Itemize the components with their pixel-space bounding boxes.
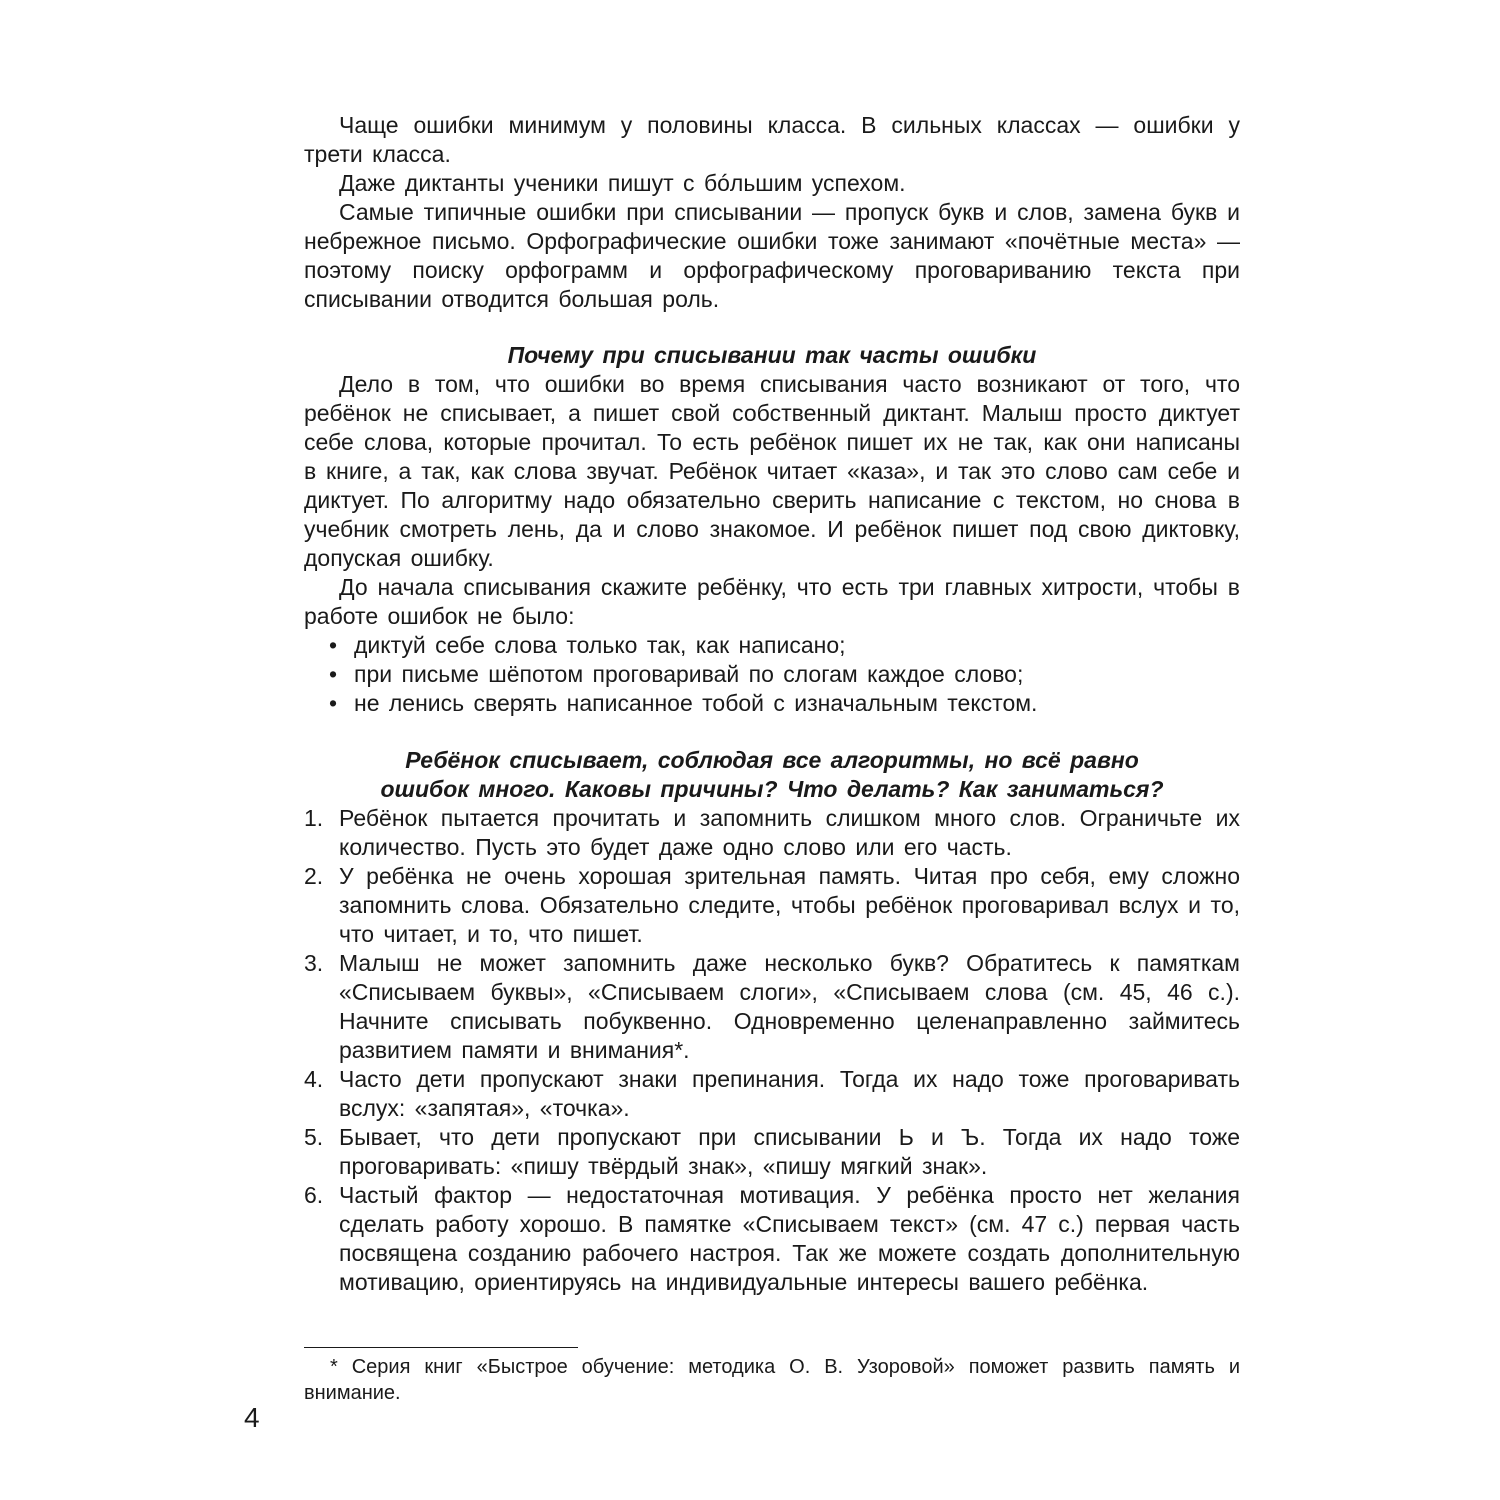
section2-heading (304, 746, 1240, 804)
footnote: * Серия книг «Быстрое обучение: методика О. В. Узоровой» поможет развить память и внимание. (304, 1356, 1240, 1404)
item-text: Часто дети пропускают знаки препинания. Тогда их надо тоже проговаривать вслух: «запятая», «точка». (339, 1066, 1240, 1121)
item-text: Ребёнок пытается прочитать и запомнить слишком много слов. Ограничьте их количество. Пусть это будет даже одно слово или его часть. (339, 805, 1240, 860)
tip-text: диктуй себе слова только так, как написано; (354, 632, 846, 658)
list-item (304, 862, 1240, 949)
tips-list (304, 631, 1240, 718)
causes-list (304, 804, 1240, 1297)
bullet-icon: • (329, 690, 338, 716)
item-text: Бывает, что дети пропускают при списывании Ь и Ъ. Тогда их надо тоже проговаривать: «пишу твёрдый знак», «пишу мягкий знак». (339, 1124, 1240, 1179)
section-causes (304, 746, 1240, 1297)
item-text: У ребёнка не очень хорошая зрительная память. Читая про себя, ему сложно запомнить слова. Обязательно следите, чтобы ребёнок проговаривал вслух и то, что читает, и то, что пишет. (339, 863, 1240, 947)
item-text: Частый фактор — недостаточная мотивация. У ребёнка просто нет желания сделать работу хорошо. В памятке «Списываем текст» (см. 47 с.) первая часть посвящена созданию рабочего настроя. Так же можете создать дополнительную мотивацию, ориентируясь на индивидуальные интересы вашего ребёнка. (339, 1182, 1240, 1295)
item-number: 6. (304, 1182, 324, 1208)
intro-paragraph-2: Даже диктанты ученики пишут с бóльшим успехом. (339, 170, 906, 196)
list-item (304, 1181, 1240, 1297)
list-item (304, 689, 1240, 718)
tip-text: при письме шёпотом проговаривай по слогам каждое слово; (354, 661, 1024, 687)
section1-paragraph-1: Дело в том, что ошибки во время списывания часто возникают от того, что ребёнок не списывает, а пишет свой собственный диктант. Малыш просто диктует себе слова, которые прочитал. То есть ребёнок пишет их не так, как они написаны в книге, а так, как слова звучат. Ребёнок читает «каза», и так это слово сам себе и диктует. По алгоритму надо обязательно сверить написание с текстом, но снова в учебник смотреть лень, да и слово знакомое. И ребёнок пишет под свою диктовку, допуская ошибку. (304, 371, 1240, 571)
section2-heading-line-2: ошибок много. Каковы причины? Что делать? Как заниматься? (380, 776, 1164, 802)
list-item (304, 1123, 1240, 1181)
intro-paragraph-1: Чаще ошибки минимум у половины класса. В сильных классах — ошибки у трети класса. (304, 112, 1240, 167)
bullet-icon: • (329, 661, 338, 687)
bullet-icon: • (329, 632, 338, 658)
list-item (304, 804, 1240, 862)
list-item (304, 1065, 1240, 1123)
section-why-errors (304, 341, 1240, 718)
item-number: 1. (304, 805, 324, 831)
item-number: 5. (304, 1124, 324, 1150)
list-item (304, 631, 1240, 660)
list-item (304, 660, 1240, 689)
footnote-divider (304, 1347, 578, 1348)
item-number: 2. (304, 863, 324, 889)
section1-heading: Почему при списывании так часты ошибки (507, 342, 1037, 368)
section2-heading-line-1: Ребёнок списывает, соблюдая все алгоритмы, но всё равно (405, 747, 1139, 773)
page-number: 4 (244, 1402, 260, 1433)
intro-block (304, 111, 1240, 314)
item-number: 3. (304, 950, 324, 976)
item-text: Малыш не может запомнить даже несколько букв? Обратитесь к памяткам «Списываем буквы», «Списываем слоги», «Списываем слова (см. 45, 46 с.). Начните списывать побуквенно. Одновременно целенаправленно займитесь развитием памяти и внимания*. (339, 950, 1240, 1063)
list-item (304, 949, 1240, 1065)
item-number: 4. (304, 1066, 324, 1092)
tip-text: не ленись сверять написанное тобой с изначальным текстом. (354, 690, 1038, 716)
intro-paragraph-3: Самые типичные ошибки при списывании — пропуск букв и слов, замена букв и небрежное письмо. Орфографические ошибки тоже занимают «почётные места» — поэтому поиску орфограмм и орфографическому проговариванию текста при списывании отводится большая роль. (304, 199, 1240, 312)
section1-paragraph-2: До начала списывания скажите ребёнку, что есть три главных хитрости, чтобы в работе ошибок не было: (304, 574, 1240, 629)
